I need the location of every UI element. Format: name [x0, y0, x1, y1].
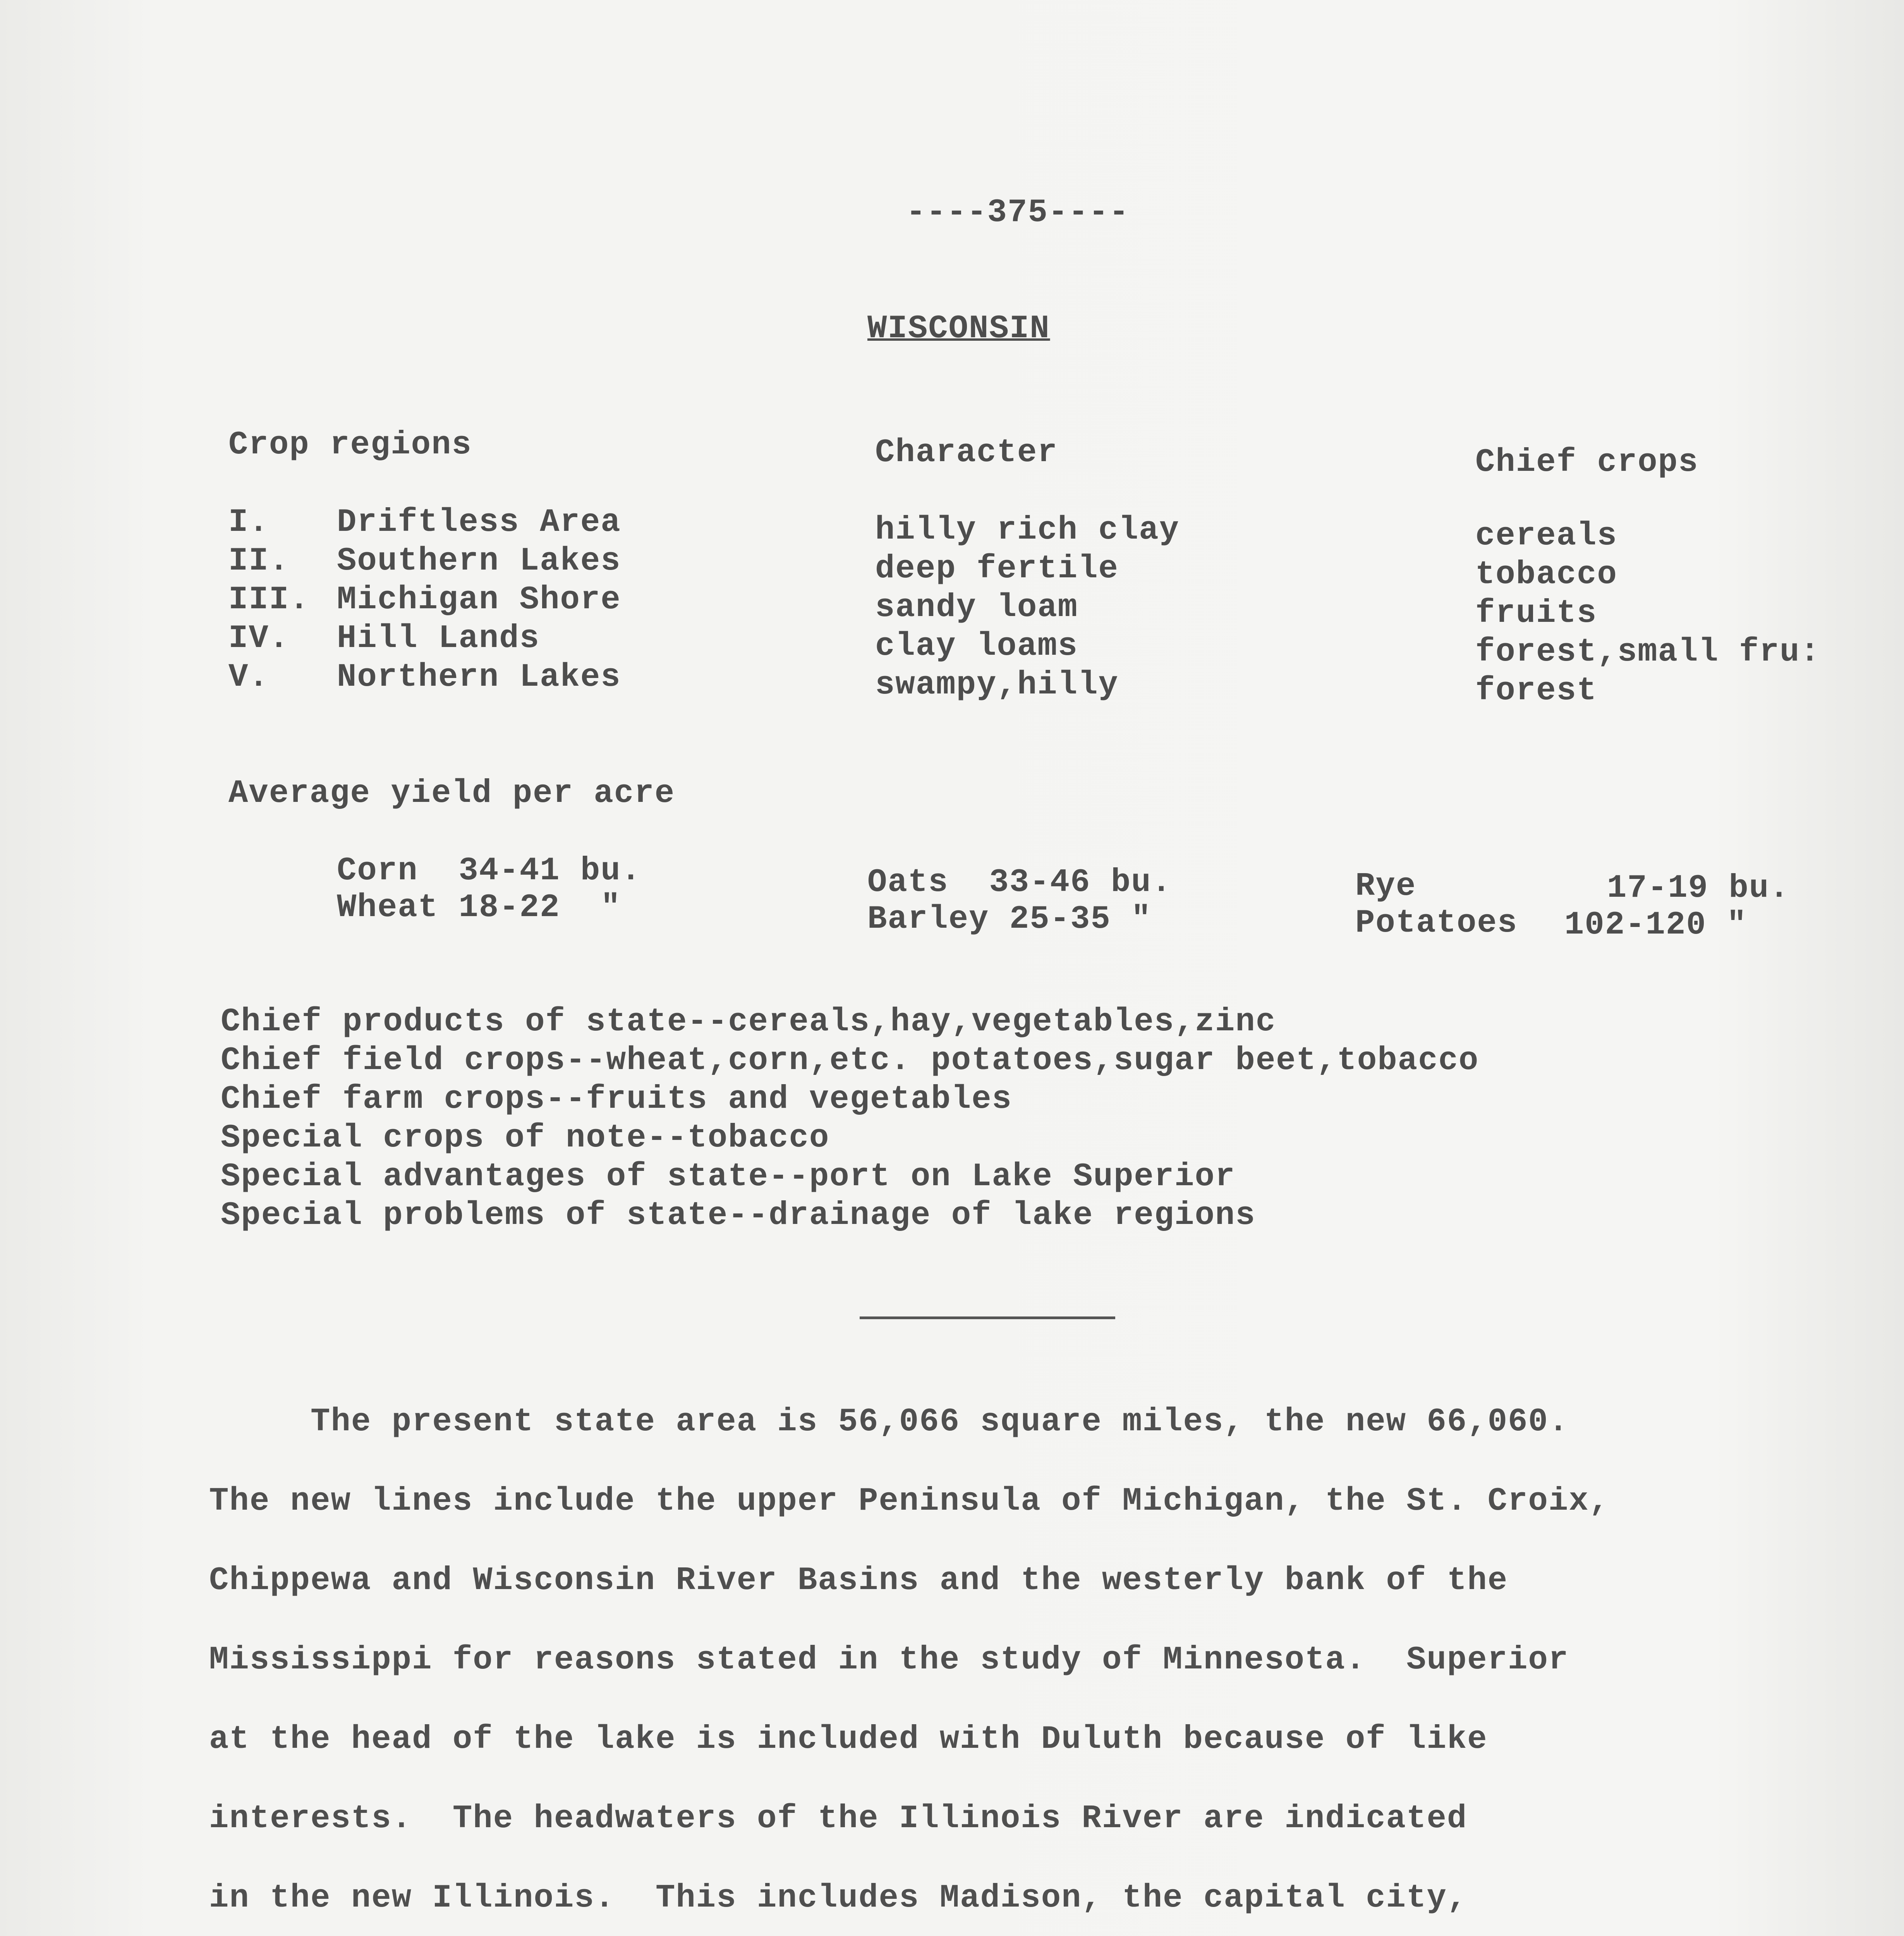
region-character: swampy,hilly [875, 667, 1119, 704]
yield-wheat: Wheat 18-22 " [337, 889, 621, 926]
region-crops: forest [1475, 673, 1597, 709]
paragraph-line: in the new Illinois. This includes Madison, the capital city, [209, 1880, 1468, 1917]
region-character: hilly rich clay [875, 512, 1180, 549]
region-crops: forest,small fru: [1475, 634, 1820, 671]
paragraph-line: Chippewa and Wisconsin River Basins and the westerly bank of the [209, 1562, 1508, 1599]
region-number: I. [228, 504, 269, 541]
region-crops: cereals [1475, 518, 1617, 554]
paragraph-line: The new lines include the upper Peninsula of Michigan, the St. Croix, [209, 1483, 1610, 1520]
fact-line: Chief farm crops--fruits and vegetables [221, 1081, 1012, 1118]
region-name: Northern Lakes [337, 659, 621, 696]
fact-line: Special advantages of state--port on Lake Superior [221, 1159, 1236, 1195]
header-chief-crops: Chief crops [1475, 444, 1699, 481]
header-crop-regions: Crop regions [228, 427, 472, 463]
region-crops: fruits [1475, 595, 1597, 632]
fact-line: Chief field crops--wheat,corn,etc. potatoes,sugar beet,tobacco [221, 1042, 1479, 1079]
yield-potatoes-value: 102-120 " [1564, 907, 1747, 944]
fact-line: Special problems of state--drainage of lake regions [221, 1197, 1256, 1234]
fact-line: Chief products of state--cereals,hay,vegetables,zinc [221, 1004, 1276, 1040]
region-number: IV. [228, 620, 290, 657]
yield-rye-label: Rye [1355, 868, 1416, 905]
region-name: Michigan Shore [337, 582, 621, 618]
section-divider [860, 1316, 1115, 1319]
paragraph-line: at the head of the lake is included with Duluth because of like [209, 1721, 1488, 1758]
region-number: II. [228, 543, 290, 580]
average-yield-heading: Average yield per acre [228, 775, 675, 812]
yield-oats: Oats 33-46 bu. [867, 864, 1172, 901]
yield-rye-value: 17-19 bu. [1607, 870, 1790, 907]
region-name: Southern Lakes [337, 543, 621, 580]
region-character: clay loams [875, 628, 1078, 665]
region-name: Driftless Area [337, 504, 621, 541]
paragraph-line: interests. The headwaters of the Illinois River are indicated [209, 1800, 1468, 1837]
region-character: sandy loam [875, 589, 1078, 626]
page-title: WISCONSIN [867, 311, 1050, 347]
paragraph-line: Mississippi for reasons stated in the study of Minnesota. Superior [209, 1642, 1569, 1679]
paragraph-line: The present state area is 56,066 square miles, the new 66,060. [209, 1404, 1569, 1440]
region-crops: tobacco [1475, 556, 1617, 593]
region-name: Hill Lands [337, 620, 540, 657]
region-number: V. [228, 659, 269, 696]
yield-potatoes-label: Potatoes [1355, 905, 1518, 942]
region-number: III. [228, 582, 310, 618]
body-paragraph [209, 1382, 1758, 1936]
yield-barley: Barley 25-35 " [867, 901, 1152, 938]
region-character: deep fertile [875, 551, 1119, 587]
header-character: Character [875, 434, 1058, 471]
page-number: ----375---- [906, 194, 1130, 231]
fact-line: Special crops of note--tobacco [221, 1120, 830, 1157]
yield-corn: Corn 34-41 bu. [337, 853, 642, 889]
